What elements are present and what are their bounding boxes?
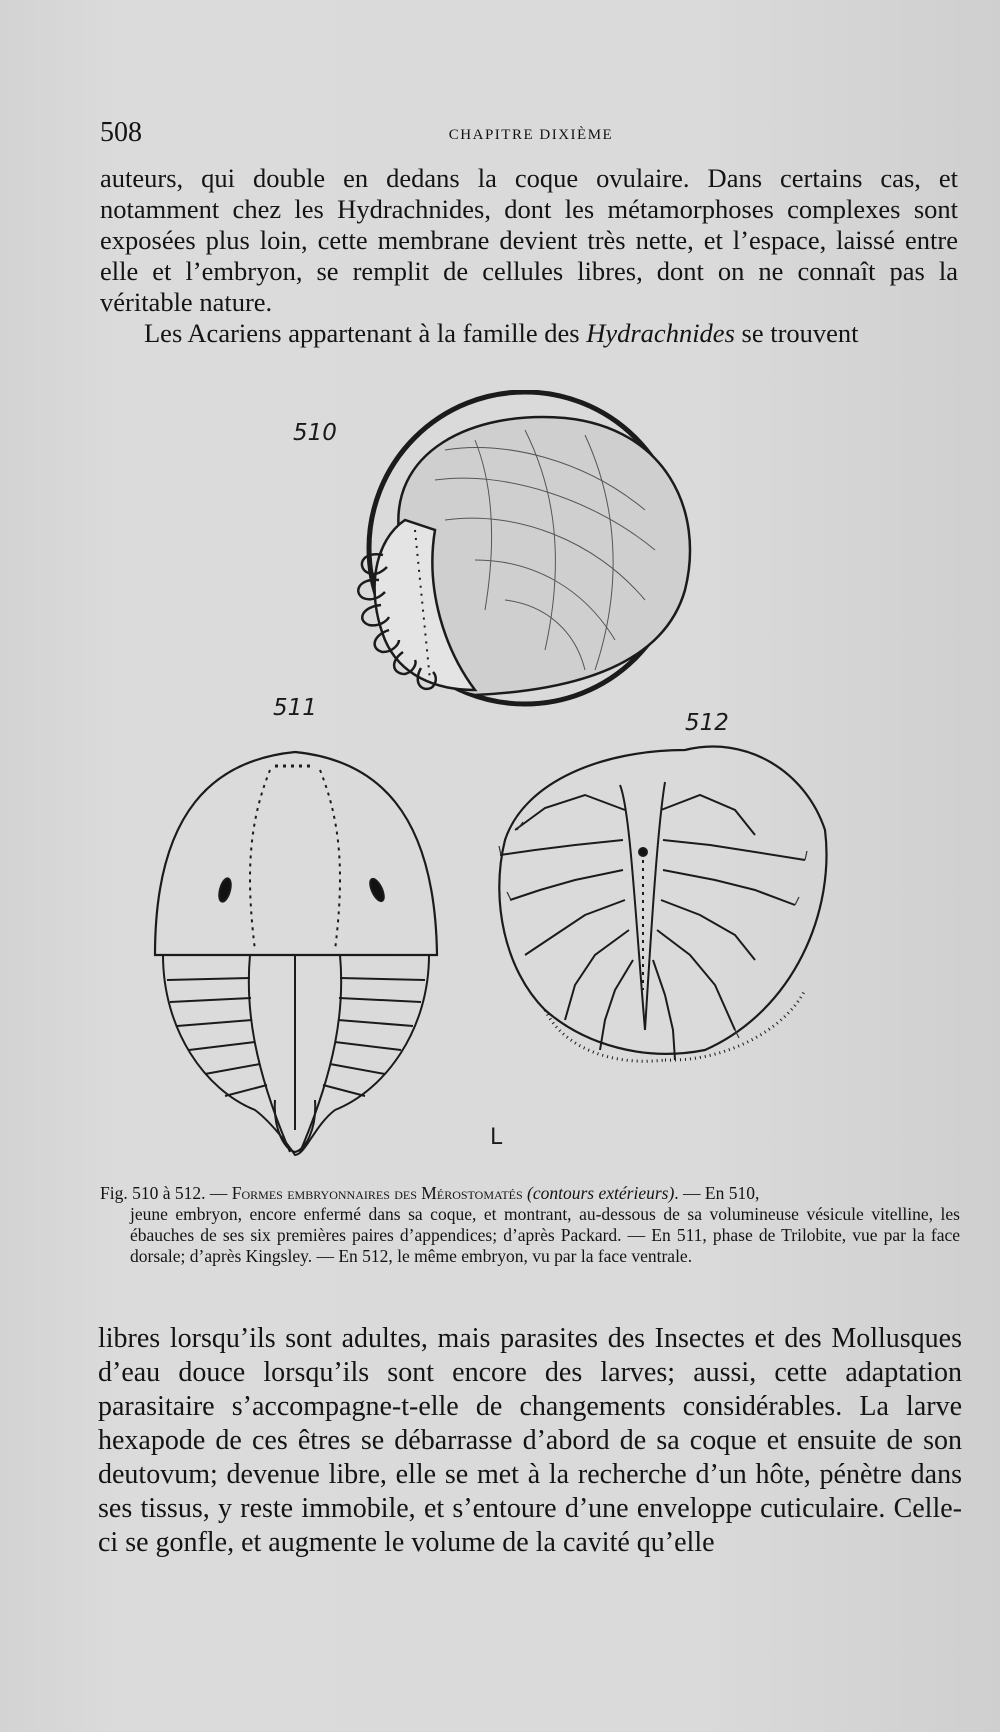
paragraph-hydrachnides-italic: Hydrachnides xyxy=(586,318,735,348)
page-header xyxy=(100,117,962,149)
paragraph-continuation: auteurs, qui double en dedans la coque ovulaire. Dans certains cas, et notamment chez les Hydrachnides, dont les métamorphoses complexes sont exposées plus loin, cette membrane devient très nette, et l’espace, laissé entre elle et l’embryon, se remplit de cellules libres, dont on ne connaît pas la véritable nature. xyxy=(100,163,958,317)
figure-510-label: 510 xyxy=(293,420,337,446)
paragraph-hydrachnides xyxy=(100,318,958,349)
figure-512-ventral-drawing xyxy=(499,747,827,1062)
paragraph-hydrachnides-start: Les Acariens appartenant à la famille des xyxy=(144,318,587,348)
embryo-figure xyxy=(145,390,920,1160)
caption-title-italic: (contours extérieurs) xyxy=(527,1183,675,1203)
figure-511-label: 511 xyxy=(273,695,317,721)
embryo-illustration xyxy=(145,390,920,1160)
figure-510-egg-drawing xyxy=(358,392,690,704)
caption-body-first: . — En 510, xyxy=(674,1183,760,1203)
paragraph-larvae: libres lorsqu’ils sont adultes, mais parasites des Insectes et des Mollusques d’eau douce lorsqu’ils sont encore des larves; aussi, cette adaptation parasitaire s’accompagne-t-elle de changements considérables. La larve hexapode de ces êtres se débarrasse d’abord de sa coque et ensuite de son deutovum; devenue libre, elle se met à la recherche d’un hôte, pénètre dans ses tissus, y reste immobile, et s’entoure d’une enveloppe cuticulaire. Celle-ci se gonfle, et augmente le volume de la cavité qu’elle xyxy=(98,1323,962,1558)
paragraph-hydrachnides-end: se trouvent xyxy=(734,318,859,348)
page-number: 508 xyxy=(100,117,142,148)
caption-lead: Fig. 510 à 512. — xyxy=(100,1183,232,1203)
caption-first-line xyxy=(100,1183,960,1204)
running-head: CHAPITRE DIXIÈME xyxy=(448,127,614,143)
caption-body: jeune embryon, encore enfermé dans sa coque, et montrant, au-dessous de sa volumineuse vésicule vitelline, les ébauches de ses six premières paires d’appendices; d’après Packard. — En 511, phase de Trilobite, vue par la face dorsale; d’après Kingsley. — En 512, le même embryon, vu par la face ventrale. xyxy=(130,1204,960,1266)
figure-512-label: 512 xyxy=(685,710,729,736)
engraver-signature: L xyxy=(490,1125,503,1150)
caption-title: Formes embryonnaires des Mérostomatés xyxy=(231,1183,523,1203)
figure-511-trilobite-drawing xyxy=(155,752,437,1155)
figure-caption xyxy=(100,1183,960,1267)
